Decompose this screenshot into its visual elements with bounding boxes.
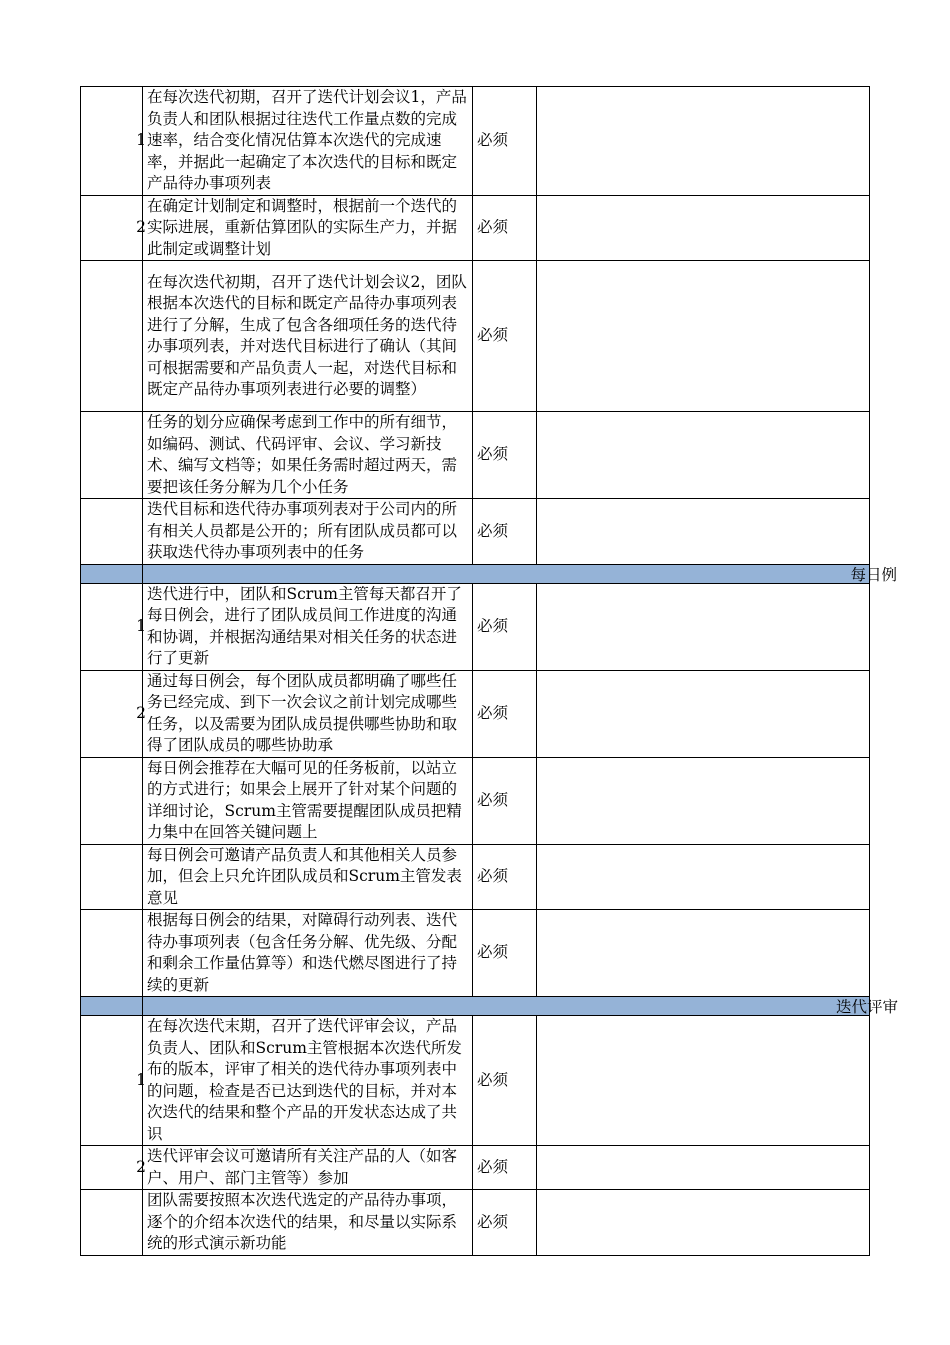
row-description: 每日例会推荐在大幅可见的任务板前，以站立的方式进行；如果会上展开了针对某个问题的详细讨论，Scrum主管需要提醒团队成员把精力集中在回答关键问题上 bbox=[143, 757, 473, 844]
section-title: 每日例 bbox=[850, 565, 897, 584]
row-requirement-level: 必须 bbox=[473, 1016, 537, 1146]
row-requirement-level: 必须 bbox=[473, 499, 537, 565]
row-result-cell[interactable] bbox=[537, 910, 870, 997]
row-number bbox=[81, 844, 143, 910]
row-number: 1 bbox=[81, 87, 143, 196]
row-requirement-level: 必须 bbox=[473, 757, 537, 844]
row-number: 1 bbox=[81, 1016, 143, 1146]
table-row bbox=[81, 844, 870, 910]
row-description: 在确定计划制定和调整时，根据前一个迭代的实际进展，重新估算团队的实际生产力，并据此制定或调整计划 bbox=[143, 195, 473, 261]
row-requirement-level: 必须 bbox=[473, 87, 537, 196]
row-number bbox=[81, 757, 143, 844]
row-number bbox=[81, 910, 143, 997]
table-row bbox=[81, 261, 870, 412]
table-row bbox=[81, 1016, 870, 1146]
row-description: 迭代目标和迭代待办事项列表对于公司内的所有相关人员都是公开的；所有团队成员都可以获取迭代待办事项列表中的任务 bbox=[143, 499, 473, 565]
checklist-table bbox=[80, 86, 898, 1256]
table-row bbox=[81, 757, 870, 844]
table-row bbox=[81, 195, 870, 261]
row-result-cell[interactable] bbox=[537, 412, 870, 499]
row-requirement-level: 必须 bbox=[473, 583, 537, 670]
table-row bbox=[81, 1190, 870, 1256]
row-result-cell[interactable] bbox=[537, 261, 870, 412]
row-result-cell[interactable] bbox=[537, 583, 870, 670]
row-description: 通过每日例会，每个团队成员都明确了哪些任务已经完成、到下一次会议之前计划完成哪些任务，以及需要为团队成员提供哪些协助和取得了团队成员的哪些协助承 bbox=[143, 670, 473, 757]
row-requirement-level: 必须 bbox=[473, 1190, 537, 1256]
row-description: 团队需要按照本次迭代选定的产品待办事项，逐个的介绍本次迭代的结果，和尽量以实际系统的形式演示新功能 bbox=[143, 1190, 473, 1256]
row-number bbox=[81, 1190, 143, 1256]
section-title: 迭代评审 bbox=[835, 998, 898, 1016]
row-description: 每日例会可邀请产品负责人和其他相关人员参加，但会上只允许团队成员和Scrum主管发表意见 bbox=[143, 844, 473, 910]
row-result-cell[interactable] bbox=[537, 757, 870, 844]
row-result-cell[interactable] bbox=[537, 499, 870, 565]
row-requirement-level: 必须 bbox=[473, 1146, 537, 1190]
row-number bbox=[81, 261, 143, 412]
table-row bbox=[81, 910, 870, 997]
row-number: 2 bbox=[81, 1146, 143, 1190]
row-result-cell[interactable] bbox=[537, 670, 870, 757]
table-row bbox=[81, 87, 870, 196]
row-requirement-level: 必须 bbox=[473, 670, 537, 757]
row-requirement-level: 必须 bbox=[473, 844, 537, 910]
row-number: 2 bbox=[81, 195, 143, 261]
row-description: 根据每日例会的结果，对障碍行动列表、迭代待办事项列表（包含任务分解、优先级、分配和剩余工作量估算等）和迭代燃尽图进行了持续的更新 bbox=[143, 910, 473, 997]
row-result-cell[interactable] bbox=[537, 1016, 870, 1146]
section-header-review bbox=[81, 997, 870, 1016]
row-result-cell[interactable] bbox=[537, 844, 870, 910]
table-row bbox=[81, 499, 870, 565]
row-result-cell[interactable] bbox=[537, 87, 870, 196]
row-description: 任务的划分应确保考虑到工作中的所有细节，如编码、测试、代码评审、会议、学习新技术、编写文档等；如果任务需时超过两天，需要把该任务分解为几个小任务 bbox=[143, 412, 473, 499]
table-row bbox=[81, 670, 870, 757]
row-description: 迭代评审会议可邀请所有关注产品的人（如客户、用户、部门主管等）参加 bbox=[143, 1146, 473, 1190]
row-description: 在每次迭代初期，召开了迭代计划会议2，团队根据本次迭代的目标和既定产品待办事项列表进行了分解，生成了包含各细项任务的迭代待办事项列表，并对迭代目标进行了确认（其间可根据需要和产品负责人一起，对迭代目标和既定产品待办事项列表进行必要的调整） bbox=[143, 261, 473, 412]
row-result-cell[interactable] bbox=[537, 195, 870, 261]
row-requirement-level: 必须 bbox=[473, 261, 537, 412]
table-row bbox=[81, 412, 870, 499]
row-requirement-level: 必须 bbox=[473, 195, 537, 261]
row-description: 迭代进行中，团队和Scrum主管每天都召开了每日例会，进行了团队成员间工作进度的沟通和协调，并根据沟通结果对相关任务的状态进行了更新 bbox=[143, 583, 473, 670]
row-requirement-level: 必须 bbox=[473, 910, 537, 997]
row-result-cell[interactable] bbox=[537, 1146, 870, 1190]
row-description: 在每次迭代初期，召开了迭代计划会议1，产品负责人和团队根据过往迭代工作量点数的完成速率，结合变化情况估算本次迭代的完成速率，并据此一起确定了本次迭代的目标和既定产品待办事项列表 bbox=[143, 87, 473, 196]
table-row bbox=[81, 1146, 870, 1190]
row-requirement-level: 必须 bbox=[473, 412, 537, 499]
row-number bbox=[81, 499, 143, 565]
row-number: 1 bbox=[81, 583, 143, 670]
row-description: 在每次迭代末期，召开了迭代评审会议，产品负责人、团队和Scrum主管根据本次迭代所发布的版本，评审了相关的迭代待办事项列表中的问题，检查是否已达到迭代的目标，并对本次迭代的结果和整个产品的开发状态达成了共识 bbox=[143, 1016, 473, 1146]
table-row bbox=[81, 583, 870, 670]
row-number bbox=[81, 412, 143, 499]
row-number: 2 bbox=[81, 670, 143, 757]
section-header-daily bbox=[81, 564, 870, 583]
row-result-cell[interactable] bbox=[537, 1190, 870, 1256]
